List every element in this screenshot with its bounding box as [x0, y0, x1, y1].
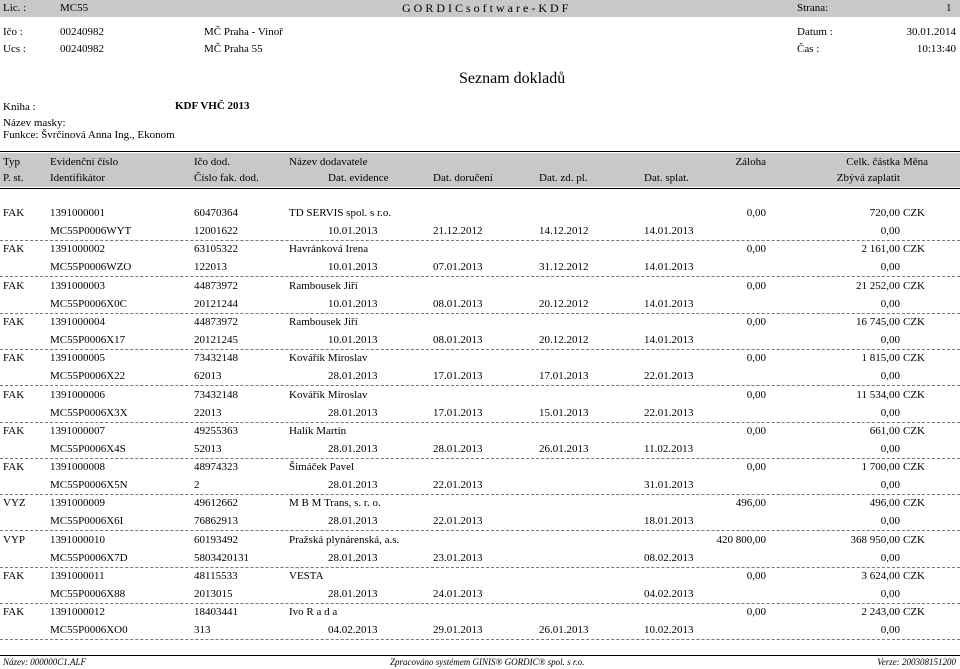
footer-rule: [0, 655, 960, 656]
record-invoice-number: 20121244: [194, 298, 238, 310]
record-supplier-name: VESTA: [289, 570, 324, 582]
record-date-delivery: 07.01.2013: [433, 261, 483, 273]
record-zaloha: 0,00: [746, 461, 766, 473]
record-typ: FAK: [3, 280, 25, 292]
record-currency: CZK: [903, 425, 925, 437]
record-invoice-number: 62013: [194, 370, 222, 382]
record-ico: 73432148: [194, 389, 238, 401]
col-typ: Typ: [3, 156, 20, 168]
record-supplier-name: Halík Martin: [289, 425, 347, 437]
col-dat-zd-pl: Dat. zd. pl.: [539, 172, 588, 184]
record-currency: CZK: [903, 497, 925, 509]
ico-value: 00240982: [60, 26, 104, 38]
record-date-due: 14.01.2013: [644, 334, 694, 346]
record-separator: [0, 276, 960, 277]
footer-name: Název: 000000C1.ALF: [3, 657, 86, 667]
record-ico: 49612662: [194, 497, 238, 509]
record-ico: 60193492: [194, 534, 238, 546]
record-date-delivery: 29.01.2013: [433, 624, 483, 636]
lic-value: MC55: [60, 2, 89, 14]
record-currency: CZK: [903, 606, 925, 618]
record-date-delivery: 08.01.2013: [433, 334, 483, 346]
page-label: Strana:: [797, 2, 829, 14]
record-total: 21 252,00: [856, 280, 900, 292]
record-identifier: MC55P0006X3X: [50, 407, 128, 419]
record-date-due: 08.02.2013: [644, 552, 694, 564]
record-remaining: 0,00: [880, 370, 900, 382]
record-invoice-number: 2: [194, 479, 200, 491]
record-remaining: 0,00: [880, 588, 900, 600]
record-invoice-number: 20121245: [194, 334, 238, 346]
record-supplier-name: Kovářík Miroslav: [289, 352, 368, 364]
record-separator: [0, 494, 960, 495]
record-currency: CZK: [903, 280, 925, 292]
record-currency: CZK: [903, 534, 925, 546]
record-remaining: 0,00: [880, 334, 900, 346]
record-zaloha: 0,00: [746, 570, 766, 582]
record-total: 11 534,00: [856, 389, 900, 401]
date-value: 30.01.2014: [906, 26, 956, 38]
report-title: Seznam dokladů: [459, 70, 566, 87]
record-invoice-number: 313: [194, 624, 211, 636]
record-evid-cislo: 1391000005: [50, 352, 105, 364]
record-separator: [0, 603, 960, 604]
record-identifier: MC55P0006WYT: [50, 225, 132, 237]
record-identifier: MC55P0006X5N: [50, 479, 128, 491]
record-date-due: 18.01.2013: [644, 515, 694, 527]
record-date-delivery: 17.01.2013: [433, 370, 483, 382]
record-identifier: MC55P0006XO0: [50, 624, 128, 636]
record-typ: FAK: [3, 389, 25, 401]
record-date-due-extra: 14.01.2013: [644, 225, 694, 237]
record-total: 1 815,00: [861, 352, 900, 364]
record-separator: [0, 530, 960, 531]
record-separator: [0, 422, 960, 423]
footer-processed: Zpracováno systémem GINIS® GORDIC® spol. s r.o.: [390, 657, 585, 667]
record-typ: VYZ: [3, 497, 26, 509]
record-date-tax: 21.12.2012: [433, 225, 483, 237]
record-date-tax: 20.12.2012: [539, 334, 589, 346]
record-remaining: 0,00: [880, 443, 900, 455]
record-date-evidence: 10.01.2013: [328, 225, 378, 237]
function-label: Funkce: Švrčinová Anna Ing., Ekonom: [3, 129, 175, 141]
record-zaloha: 0,00: [746, 352, 766, 364]
record-evid-cislo: 1391000009: [50, 497, 105, 509]
record-total: 496,00: [869, 497, 900, 509]
record-currency: CZK: [903, 461, 925, 473]
record-supplier-name: Ivo R a d a: [289, 606, 338, 618]
record-identifier: MC55P0006X4S: [50, 443, 126, 455]
book-value: KDF VHČ 2013: [175, 100, 250, 112]
record-ico: 44873972: [194, 280, 238, 292]
record-ico: 18403441: [194, 606, 238, 618]
page-number: 1: [946, 2, 952, 14]
record-supplier-name: Rambousek Jiří: [289, 280, 358, 292]
record-zaloha: 496,00: [735, 497, 766, 509]
record-evid-cislo: 1391000007: [50, 425, 105, 437]
record-typ: VYP: [3, 534, 26, 546]
record-invoice-number: 76862913: [194, 515, 238, 527]
record-remaining: 0,00: [880, 225, 900, 237]
record-identifier: MC55P0006WZO: [50, 261, 132, 273]
record-ico: 60470364: [194, 207, 238, 219]
record-zaloha: 0,00: [746, 425, 766, 437]
record-date-due: 14.01.2013: [644, 298, 694, 310]
record-date-evidence: 28.01.2013: [328, 407, 378, 419]
record-date-tax: 26.01.2013: [539, 624, 589, 636]
record-date-evidence: 10.01.2013: [328, 334, 378, 346]
col-zbyva-zaplatit: Zbývá zaplatit: [836, 172, 900, 184]
record-date-tax: 26.01.2013: [539, 443, 589, 455]
record-date-evidence: 10.01.2013: [328, 298, 378, 310]
record-supplier-name: M B M Trans, s. r. o.: [289, 497, 381, 509]
record-currency: CZK: [903, 243, 925, 255]
record-separator: [0, 567, 960, 568]
ico-organization: MČ Praha - Vinoř: [204, 26, 283, 38]
ucs-label: Ucs :: [3, 43, 26, 55]
record-zaloha: 0,00: [746, 389, 766, 401]
record-date-due: 11.02.2013: [644, 443, 694, 455]
record-typ: FAK: [3, 606, 25, 618]
record-date-due: 04.02.2013: [644, 588, 694, 600]
record-date-evidence: 04.02.2013: [328, 624, 378, 636]
record-currency: CZK: [903, 316, 925, 328]
record-evid-cislo: 1391000012: [50, 606, 105, 618]
record-date-evidence: 28.01.2013: [328, 443, 378, 455]
record-typ: FAK: [3, 207, 25, 219]
record-typ: FAK: [3, 243, 25, 255]
footer-version: Verze: 200308151200: [877, 657, 956, 667]
record-remaining: 0,00: [880, 624, 900, 636]
record-identifier: MC55P0006X0C: [50, 298, 128, 310]
record-remaining: 0,00: [880, 407, 900, 419]
record-invoice-number: 12001622: [194, 225, 238, 237]
col-nazev-dodavatele: Název dodavatele: [289, 156, 368, 168]
ucs-value: 00240982: [60, 43, 104, 55]
record-identifier: MC55P0006X22: [50, 370, 126, 382]
record-evid-cislo: 1391000002: [50, 243, 105, 255]
record-currency: CZK: [903, 352, 925, 364]
company-name: G O R D I C s o f t w a r e - K D F: [402, 1, 569, 15]
record-date-evidence: 28.01.2013: [328, 552, 378, 564]
record-identifier: MC55P0006X7D: [50, 552, 128, 564]
col-cislo-fak-dod: Číslo fak. dod.: [194, 172, 259, 184]
record-date-delivery: 23.01.2013: [433, 552, 483, 564]
record-zaloha: 0,00: [746, 280, 766, 292]
record-date-evidence: 10.01.2013: [328, 261, 378, 273]
col-identifikator: Identifikátor: [50, 172, 105, 184]
lic-label: Lic. :: [3, 2, 27, 14]
record-zaloha: 420 800,00: [716, 534, 766, 546]
record-supplier-name: Šimáček Pavel: [289, 461, 355, 473]
record-remaining: 0,00: [880, 515, 900, 527]
record-total: 2 161,00: [861, 243, 900, 255]
record-currency: CZK: [903, 207, 925, 219]
record-total: 16 745,00: [856, 316, 900, 328]
record-evid-cislo: 1391000011: [50, 570, 105, 582]
record-evid-cislo: 1391000008: [50, 461, 105, 473]
record-typ: FAK: [3, 425, 25, 437]
record-date-evidence: 28.01.2013: [328, 515, 378, 527]
column-header-top-rule: [0, 151, 960, 152]
record-identifier: MC55P0006X17: [50, 334, 126, 346]
record-invoice-number: 122013: [194, 261, 227, 273]
record-identifier: MC55P0006X88: [50, 588, 126, 600]
record-separator: [0, 313, 960, 314]
record-total: 3 624,00: [861, 570, 900, 582]
col-dat-splat: Dat. splat.: [644, 172, 689, 184]
record-separator: [0, 458, 960, 459]
record-ico: 73432148: [194, 352, 238, 364]
record-ico: 44873972: [194, 316, 238, 328]
record-remaining: 0,00: [880, 261, 900, 273]
record-date-due: 22.01.2013: [644, 407, 694, 419]
record-typ: FAK: [3, 352, 25, 364]
ico-label: Ičo :: [3, 26, 23, 38]
record-zaloha: 0,00: [746, 207, 766, 219]
record-date-delivery: 24.01.2013: [433, 588, 483, 600]
record-typ: FAK: [3, 461, 25, 473]
record-date-tax: 20.12.2012: [539, 298, 589, 310]
record-invoice-number: 22013: [194, 407, 222, 419]
record-zaloha: 0,00: [746, 243, 766, 255]
col-dat-evidence: Dat. evidence: [328, 172, 389, 184]
col-zaloha: Záloha: [735, 156, 766, 168]
record-date-delivery: 22.01.2013: [433, 515, 483, 527]
record-evid-cislo: 1391000004: [50, 316, 105, 328]
record-supplier-name: Rambousek Jiří: [289, 316, 358, 328]
record-ico: 63105322: [194, 243, 238, 255]
record-date-due: 31.01.2013: [644, 479, 694, 491]
record-separator: [0, 639, 960, 640]
book-label: Kniha :: [3, 101, 36, 113]
record-date-delivery: 22.01.2013: [433, 479, 483, 491]
record-typ: FAK: [3, 570, 25, 582]
record-date-due: 14.12.2012: [539, 225, 589, 237]
record-remaining: 0,00: [880, 298, 900, 310]
record-date-evidence: 28.01.2013: [328, 479, 378, 491]
record-ico: 48115533: [194, 570, 238, 582]
record-evid-cislo: 1391000001: [50, 207, 105, 219]
record-evid-cislo: 1391000006: [50, 389, 105, 401]
record-date-evidence: 28.01.2013: [328, 588, 378, 600]
mask-label: Název masky:: [3, 117, 66, 129]
record-date-due: 22.01.2013: [644, 370, 694, 382]
record-supplier-name: Pražská plynárenská, a.s.: [289, 534, 400, 546]
time-label: Čas :: [797, 43, 820, 55]
col-ico-dod: Ičo dod.: [194, 156, 231, 168]
col-mena: Měna: [903, 156, 929, 168]
record-date-tax: 31.12.2012: [539, 261, 589, 273]
record-ico: 49255363: [194, 425, 238, 437]
record-ico: 48974323: [194, 461, 238, 473]
record-zaloha: 0,00: [746, 316, 766, 328]
record-zaloha: 0,00: [746, 606, 766, 618]
record-total: 2 243,00: [861, 606, 900, 618]
record-date-due: 14.01.2013: [644, 261, 694, 273]
record-date-tax: 15.01.2013: [539, 407, 589, 419]
record-date-evidence: 28.01.2013: [328, 370, 378, 382]
record-total: 661,00: [869, 425, 900, 437]
record-total: 1 700,00: [861, 461, 900, 473]
record-supplier-name: TD SERVIS spol. s r.o.: [289, 207, 392, 219]
ucs-organization: MČ Praha 55: [204, 43, 263, 55]
col-celk-castka: Celk. částka: [846, 156, 900, 168]
record-date-delivery: 08.01.2013: [433, 298, 483, 310]
record-date-delivery: 28.01.2013: [433, 443, 483, 455]
record-invoice-number: 52013: [194, 443, 222, 455]
record-invoice-number: 2013015: [194, 588, 233, 600]
record-typ: FAK: [3, 316, 25, 328]
record-date-due: 10.02.2013: [644, 624, 694, 636]
record-date-tax: 17.01.2013: [539, 370, 589, 382]
record-date-delivery: 17.01.2013: [433, 407, 483, 419]
record-evid-cislo: 1391000010: [50, 534, 105, 546]
record-separator: [0, 349, 960, 350]
record-identifier: MC55P0006X6I: [50, 515, 124, 527]
date-label: Datum :: [797, 26, 833, 38]
record-total: 720,00: [869, 207, 900, 219]
record-remaining: 0,00: [880, 479, 900, 491]
record-currency: CZK: [903, 389, 925, 401]
col-evid-cislo: Evidenční číslo: [50, 156, 119, 168]
record-currency: CZK: [903, 570, 925, 582]
record-supplier-name: Havránková Irena: [289, 243, 369, 255]
record-separator: [0, 240, 960, 241]
col-p-st: P. st.: [3, 172, 24, 184]
column-header-bottom-rule: [0, 188, 960, 189]
record-evid-cislo: 1391000003: [50, 280, 105, 292]
record-invoice-number: 5803420131: [194, 552, 249, 564]
record-separator: [0, 385, 960, 386]
record-total: 368 950,00: [850, 534, 900, 546]
time-value: 10:13:40: [916, 43, 956, 55]
record-remaining: 0,00: [880, 552, 900, 564]
record-supplier-name: Kovářík Miroslav: [289, 389, 368, 401]
col-dat-doruceni: Dat. doručení: [433, 172, 493, 184]
